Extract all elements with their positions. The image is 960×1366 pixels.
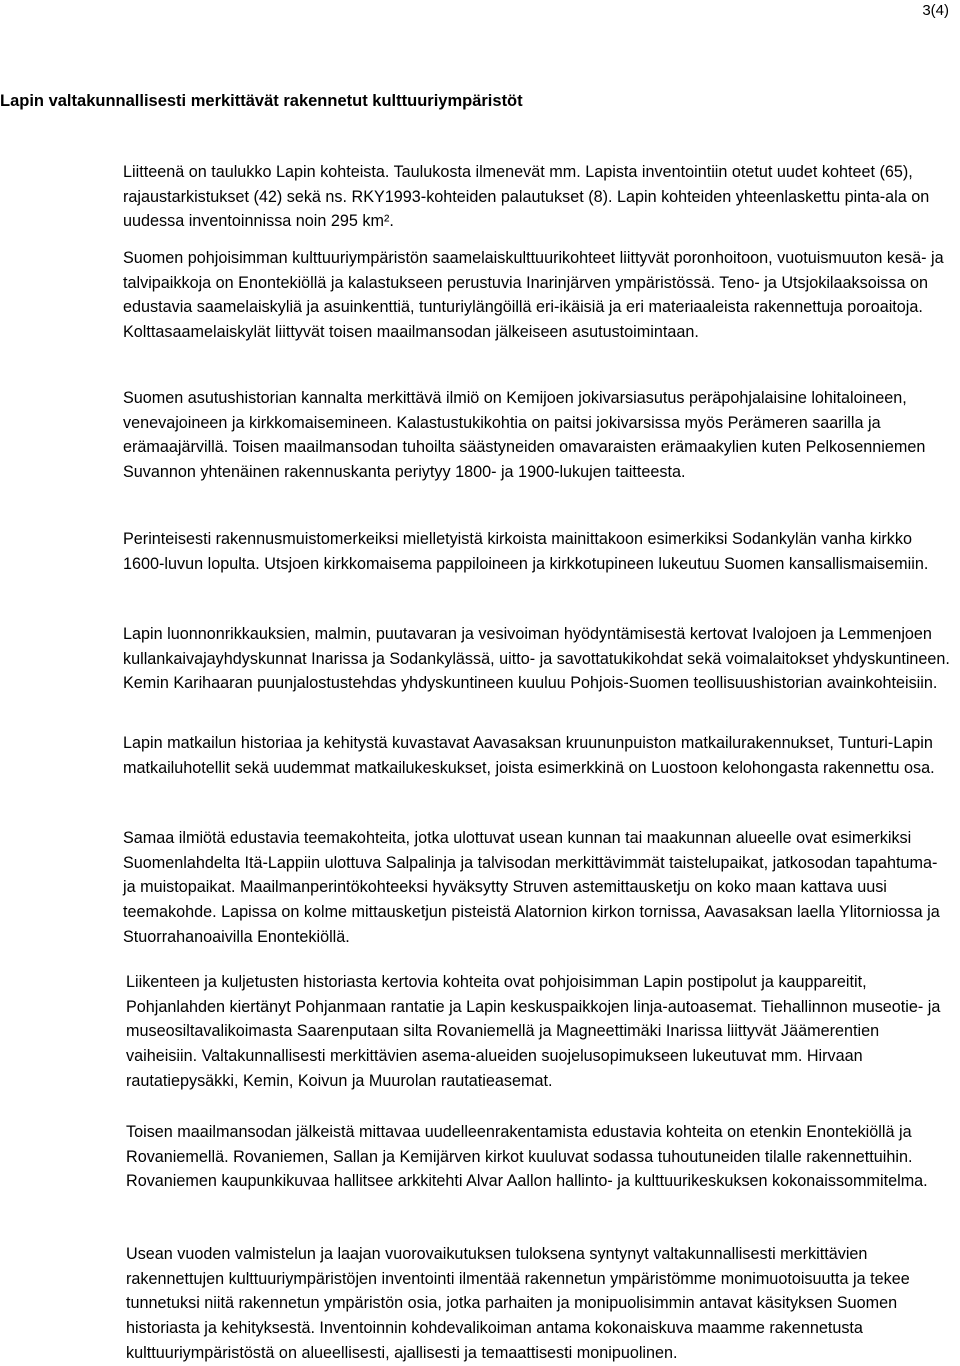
- paragraph-natural-resources: Lapin luonnonrikkauksien, malmin, puutavaran ja vesivoiman hyödyntämisestä kertovat Ivalojoen ja Lemmenjoen kullankaivajayhdyskunnat Inarissa ja Sodankylässä, uitto- ja savottatukikohdat sekä voimalaitokset yhdyskuntineen. Kemin Karihaaran puunjalostustehdas yhdyskuntineen kuuluu Pohjois-Suomen teollisuushistorian avainkohteisiin.: [123, 625, 950, 693]
- page-number: 3(4): [922, 2, 949, 19]
- paragraph-transport: Liikenteen ja kuljetusten historiasta kertovia kohteita ovat pohjoisimman Lapin postipolut ja kauppareitit, Pohjanlahden kiertänyt Pohjanmaan rantatie ja Lapin keskuspaikkojen linja-autoasemat. Tiehallinnon museotie- ja museosiltavalikoimasta Saarenputaan silta Rovaniemellä ja Magneettimäki Inarissa liittyvät Jäämerentien vaiheisiin. Valtakunnallisesti merkittävien asema-alueiden suojelusopimukseen lukeutuvat mm. Hirvaan rautatiepysäkki, Kemin, Koivun ja Muurolan rautatieasemat.: [126, 973, 941, 1090]
- paragraph-conclusion: Usean vuoden valmistelun ja laajan vuorovaikutuksen tuloksena syntynyt valtakunnallisesti merkittävien rakennettujen kulttuuriympäristöjen inventointi ilmentää rakennetun ympäristömme monimuotoisuutta ja tekee tunnetuksi niitä rakennetun ympäristön osia, jotka parhaiten ja monipuolisimmin antavat käsityksen Suomen historiasta ja kehityksestä. Inventoinnin kohdevalikoiman antama kokonaiskuva maamme rakennetusta kulttuuriympäristöstä on alueellisesti, ajallisesti ja temaattisesti monipuolinen.: [126, 1245, 910, 1362]
- paragraph-intro: Liitteenä on taulukko Lapin kohteista. Taulukosta ilmenevät mm. Lapista inventointiin otetut uudet kohteet (65), rajaustarkistukset (42) sekä ns. RKY1993-kohteiden palautukset (8). Lapin kohteiden yhteenlaskettu pinta-ala on uudessa inventoinnissa noin 295 km².: [123, 163, 930, 231]
- paragraph-reconstruction: Toisen maailmansodan jälkeistä mittavaa uudelleenrakentamista edustavia kohteita on etenkin Enontekiöllä ja Rovaniemellä. Rovaniemen, Sallan ja Kemijärven kirkot kuuluvat sodassa tuhoutuneiden tilalle rakennettuihin. Rovaniemen kaupunkikuvaa hallitsee arkkitehti Alvar Aallon hallinto- ja kulttuurikeskuksen kokonaissommitelma.: [126, 1123, 928, 1191]
- paragraph-settlement-history: Suomen asutushistorian kannalta merkittävä ilmiö on Kemijoen jokivarsiasutus peräpohjalaisine lohitaloineen, venevajoineen ja kirkkomaisemineen. Kalastustukikohtia on paitsi jokivarsissa myös Perämeren saarilla ja erämaajärvillä. Toisen maailmansodan tuhoilta säästyneiden omavaraisten erämaakylien kuten Pelkosenniemen Suvannon yhtenäinen rakennuskanta periytyy 1800- ja 1900-lukujen taitteesta.: [123, 389, 926, 482]
- paragraph-theme-sites: Samaa ilmiötä edustavia teemakohteita, jotka ulottuvat usean kunnan tai maakunnan alueelle ovat esimerkiksi Suomenlahdelta Itä-Lappiin ulottuva Salpalinja ja talvisodan merkittävimmät taistelupaikat, jatkosodan tapahtuma- ja muistopaikat. Maailmanperintökohteeksi hyväksytty Struven astemittausketju on koko maan kattava uusi teemakohde. Lapissa on kolme mittausketjun pisteistä Alatornion kirkon tornissa, Aavasaksan laella Ylitorniossa ja Stuorrahanoaivilla Enontekiöllä.: [123, 829, 940, 946]
- paragraph-tourism: Lapin matkailun historiaa ja kehitystä kuvastavat Aavasaksan kruununpuiston matkailurakennukset, Tunturi-Lapin matkailuhotellit sekä uudemmat matkailukeskukset, joista esimerkkinä on Luostoon kelohongasta rakennettu osa.: [123, 734, 935, 777]
- paragraph-saami-culture: Suomen pohjoisimman kulttuuriympäristön saamelaiskulttuurikohteet liittyvät poronhoitoon, vuotuismuuton kesä- ja talvipaikkoja on Enontekiöllä ja kalastukseen perustuvia Inarinjärven ympäristössä. Teno- ja Utsjokilaaksoissa on edustavia saamelaiskyliä ja asuinkenttiä, tunturiylängöillä eri-ikäisiä ja eri materiaaleista rakennettuja poroaitoja. Kolttasaamelaiskylät liittyvät toisen maailmansodan jälkeiseen asutustoimintaan.: [123, 249, 944, 342]
- paragraph-churches: Perinteisesti rakennusmuistomerkeiksi mielletyistä kirkoista mainittakoon esimerkiksi Sodankylän vanha kirkko 1600-luvun lopulta. Utsjoen kirkkomaisema pappiloineen ja kirkkotupineen lukeutuu Suomen kansallismaisemiin.: [123, 530, 929, 573]
- page-title: Lapin valtakunnallisesti merkittävät rakennetut kulttuuriympäristöt: [0, 92, 523, 110]
